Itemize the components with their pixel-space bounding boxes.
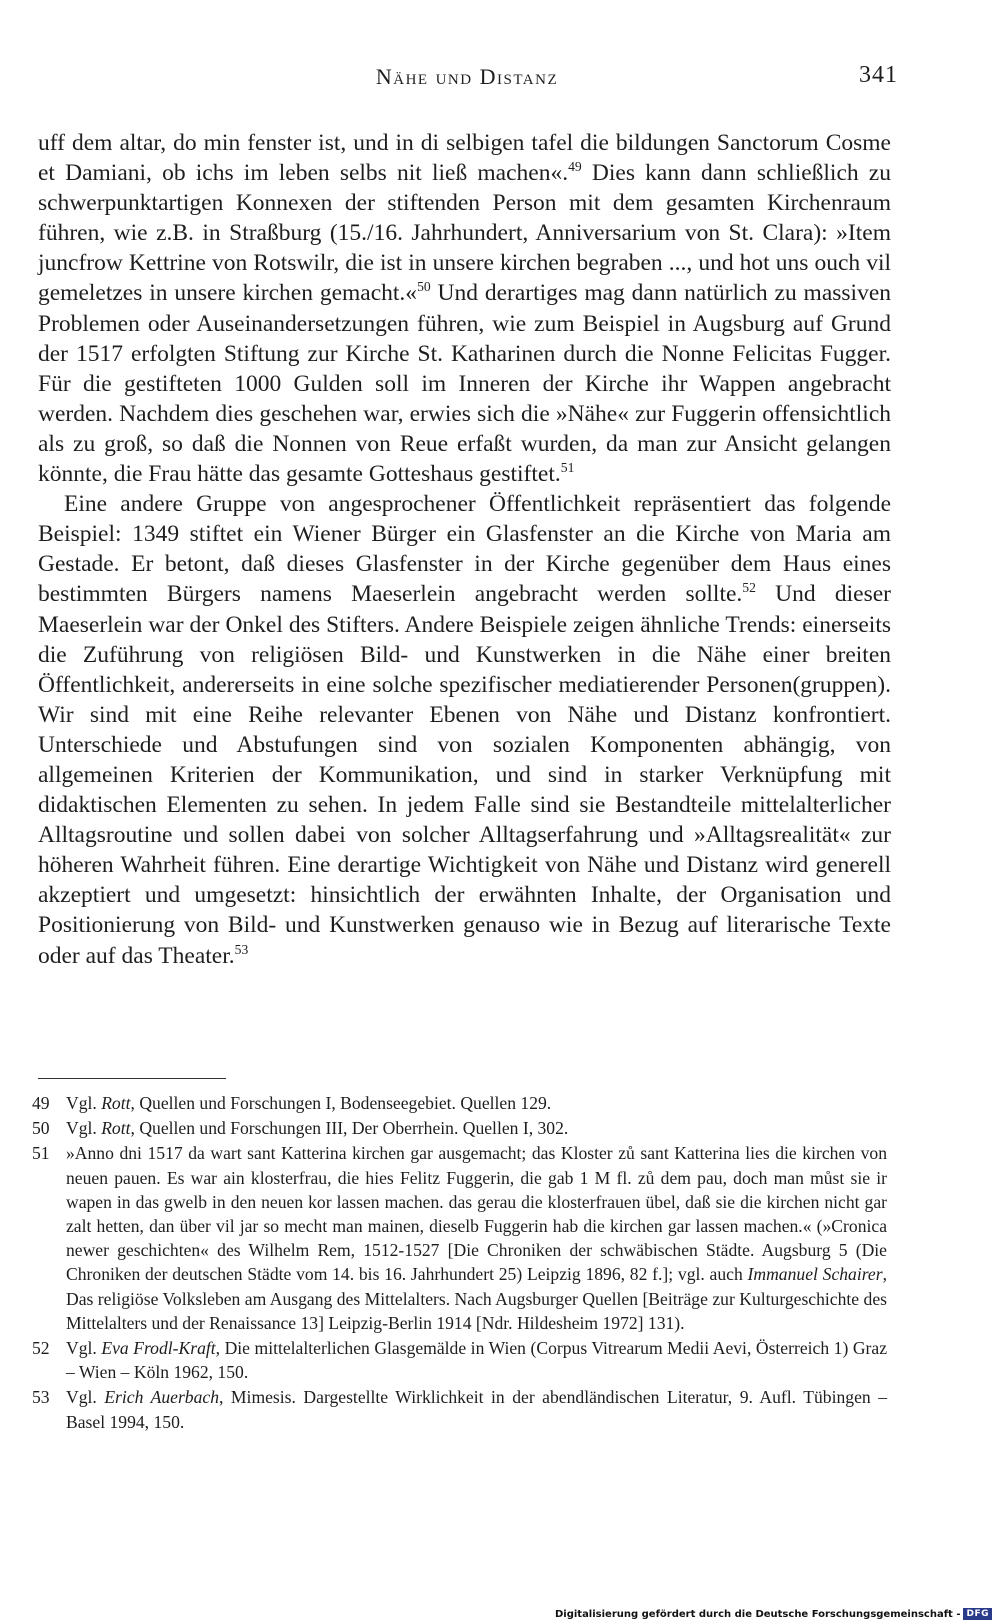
footnotes xyxy=(32,1091,887,1435)
footnote-text: »Anno dni 1517 da wart sant Katterina kirchen gar ausgemacht; das Kloster zů sant Katterina lies die kirchen von neuen pauen. Es war ain klosterfrau, die hies Felitz Fuggerin, die gab 1 M fl. zů dem pau, doch man můst sie ir wapen in das gwelb in den neuen kor lassen machen. das gerau die klosterfrauen übel, daß sie die kirchen nicht gar zalt hetten, dan über vil jar so mecht man mainen, dieselb Fuggerin hab die kirchen gar lassen machen.« (»Cronica newer geschichten« des Wilhelm Rem, 1512-1527 [Die Chroniken der schwäbischen Städte. Augsburg 5 (Die Chroniken der deutschen Städte vom 14. bis 16. Jahrhundert 25) Leipzig 1896, 82 f.]; vgl. auch xyxy=(66,1143,887,1285)
footnote-51 xyxy=(32,1141,887,1335)
dfg-logo: DFG xyxy=(963,1608,992,1620)
footnote-text: Vgl. xyxy=(66,1093,102,1113)
footnote-ref-52[interactable]: 52 xyxy=(742,580,756,596)
footnote-text: Vgl. xyxy=(66,1338,102,1359)
footnote-author: Erich Auerbach xyxy=(104,1387,219,1408)
footnote-ref-53[interactable]: 53 xyxy=(234,941,249,957)
footnote-ref-50[interactable]: 50 xyxy=(417,279,431,295)
footnote-text: Vgl. xyxy=(66,1387,105,1408)
body-text xyxy=(38,128,891,971)
paragraph-1-text-c: Und derartiges mag dann natürlich zu massiven Problemen oder Auseinandersetzungen führen, wie zum Beispiel in Augsburg auf Grund der 1517 erfolgten Stiftung zur Kirche St. Katharinen durch die Nonne Felicitas Fugger. Für die gestifteten 1000 Gulden soll im Inneren der Kirche ihr Wappen angebracht werden. Nachdem dies geschehen war, erwies sich die »Nähe« zur Fuggerin offensichtlich als zu groß, so daß die Nonnen von Reue erfaßt wurden, da man zur Ansicht gelangen könnte, die Frau hätte das gesamte Gotteshaus gestiftet. xyxy=(38,280,892,488)
digitization-credit xyxy=(555,1608,992,1620)
footnote-text: , Die mittelalterlichen Glasgemälde in Wien (Corpus Vitrearum Medii Aevi, Österreich 1) Graz – Wien – Köln 1962, 150. xyxy=(66,1338,888,1383)
page-number: 341 xyxy=(859,62,898,88)
footnote-text: Vgl. xyxy=(66,1118,102,1139)
footnote-ref-49[interactable]: 49 xyxy=(568,159,582,175)
paragraph-1-text-a: uff dem altar, do min fenster ist, und in di selbigen tafel die bildungen Sanctorum Cosme et Damiani, ob ichs im leben selbs nit ließ machen«. xyxy=(38,130,891,187)
footnote-author: Immanuel Schairer xyxy=(747,1264,883,1285)
footnote-number: 52 xyxy=(32,1338,50,1359)
paragraph-2 xyxy=(38,489,891,971)
footnote-49 xyxy=(32,1091,887,1115)
footnote-text: , Quellen und Forschungen III, Der Oberrhein. Quellen I, 302. xyxy=(130,1118,569,1139)
footnote-divider xyxy=(38,1078,226,1079)
footnote-author: Rott xyxy=(101,1118,131,1139)
footnote-text: , Mimesis. Dargestellte Wirklichkeit in der abendländischen Literatur, 9. Aufl. Tübingen – Basel 1994, 150. xyxy=(66,1387,887,1432)
footnote-number: 49 xyxy=(32,1093,50,1113)
paragraph-2-text-a: Eine andere Gruppe von angesprochener Öffentlichkeit repräsentiert das folgende Beispiel: 1349 stiftet ein Wiener Bürger ein Glasfenster an die Kirche von Maria am Gestade. Er betont, daß dieses Glasfenster in der Kirche gegenüber dem Haus eines bestimmten Bürgers namens Maeserlein angebracht werden sollte. xyxy=(38,491,891,608)
footnote-53 xyxy=(32,1385,887,1433)
running-head: Nähe und Distanz xyxy=(375,64,559,89)
paragraph-1-text-b: Dies kann dann schließlich zu schwerpunktartigen Konnexen der stiftenden Person mit dem gesamten Kirchenraum führen, wie z.B. in Straßburg (15./16. Jahrhundert, Anniversarium von St. Clara): »Item juncfrow Kettrine von Rotswilr, die ist in unsere kirchen begraben ..., und hot uns ouch vil gemeletzes in unsere kirchen gemacht.« xyxy=(38,160,891,307)
paragraph-2-text-b: Und dieser Maeserlein war der Onkel des Stifters. Andere Beispiele zeigen ähnliche Trends: einerseits die Zuführung von religiösen Bild- und Kunstwerken in die Nähe einer breiten Öffentlichkeit, andererseits in eine solche spezifischer mediatierender Personen(gruppen). Wir sind mit eine Reihe relevanter Ebenen von Nähe und Distanz konfrontiert. Unterschiede und Abstufungen sind von sozialen Komponenten abhängig, von allgemeinen Kriterien der Kommunikation, und sind in starker Verknüpfung mit didaktischen Elementen zu sehen. In jedem Falle sind sie Bestandteile mittelalterlicher Alltagsroutine und sollen dabei von solcher Alltagserfahrung und »Alltagsrealität« zur höheren Wahrheit führen. Eine derartige Wichtigkeit von Nähe und Distanz wird generell akzeptiert und umgesetzt: hinsichtlich der erwähnten Inhalte, der Organisation und Positionierung von Bild- und Kunstwerken genauso wie in Bezug auf literarische Texte oder auf das Theater. xyxy=(38,581,891,969)
paragraph-1 xyxy=(38,128,891,489)
credit-text: Digitalisierung gefördert durch die Deutsche Forschungsgemeinschaft - xyxy=(554,1608,961,1620)
footnote-ref-51[interactable]: 51 xyxy=(560,460,575,476)
footnote-52 xyxy=(32,1336,887,1384)
footnote-text: , Quellen und Forschungen I, Bodenseegebiet. Quellen 129. xyxy=(130,1093,552,1113)
footnote-number: 53 xyxy=(32,1387,50,1408)
page-header xyxy=(36,62,898,98)
footnote-author: Rott xyxy=(101,1093,131,1113)
footnote-text: , Das religiöse Volksleben am Ausgang des Mittelalters. Nach Augsburger Quellen [Beiträge zur Kulturgeschichte des Mittelalters und der Renaissance 13] Leipzig-Berlin 1914 [Ndr. Hildesheim 1972] 131). xyxy=(66,1264,887,1333)
footnote-50 xyxy=(32,1116,887,1140)
footnote-author: Eva Frodl-Kraft xyxy=(101,1338,216,1359)
footnote-number: 51 xyxy=(32,1143,50,1164)
footnote-number: 50 xyxy=(32,1118,50,1139)
